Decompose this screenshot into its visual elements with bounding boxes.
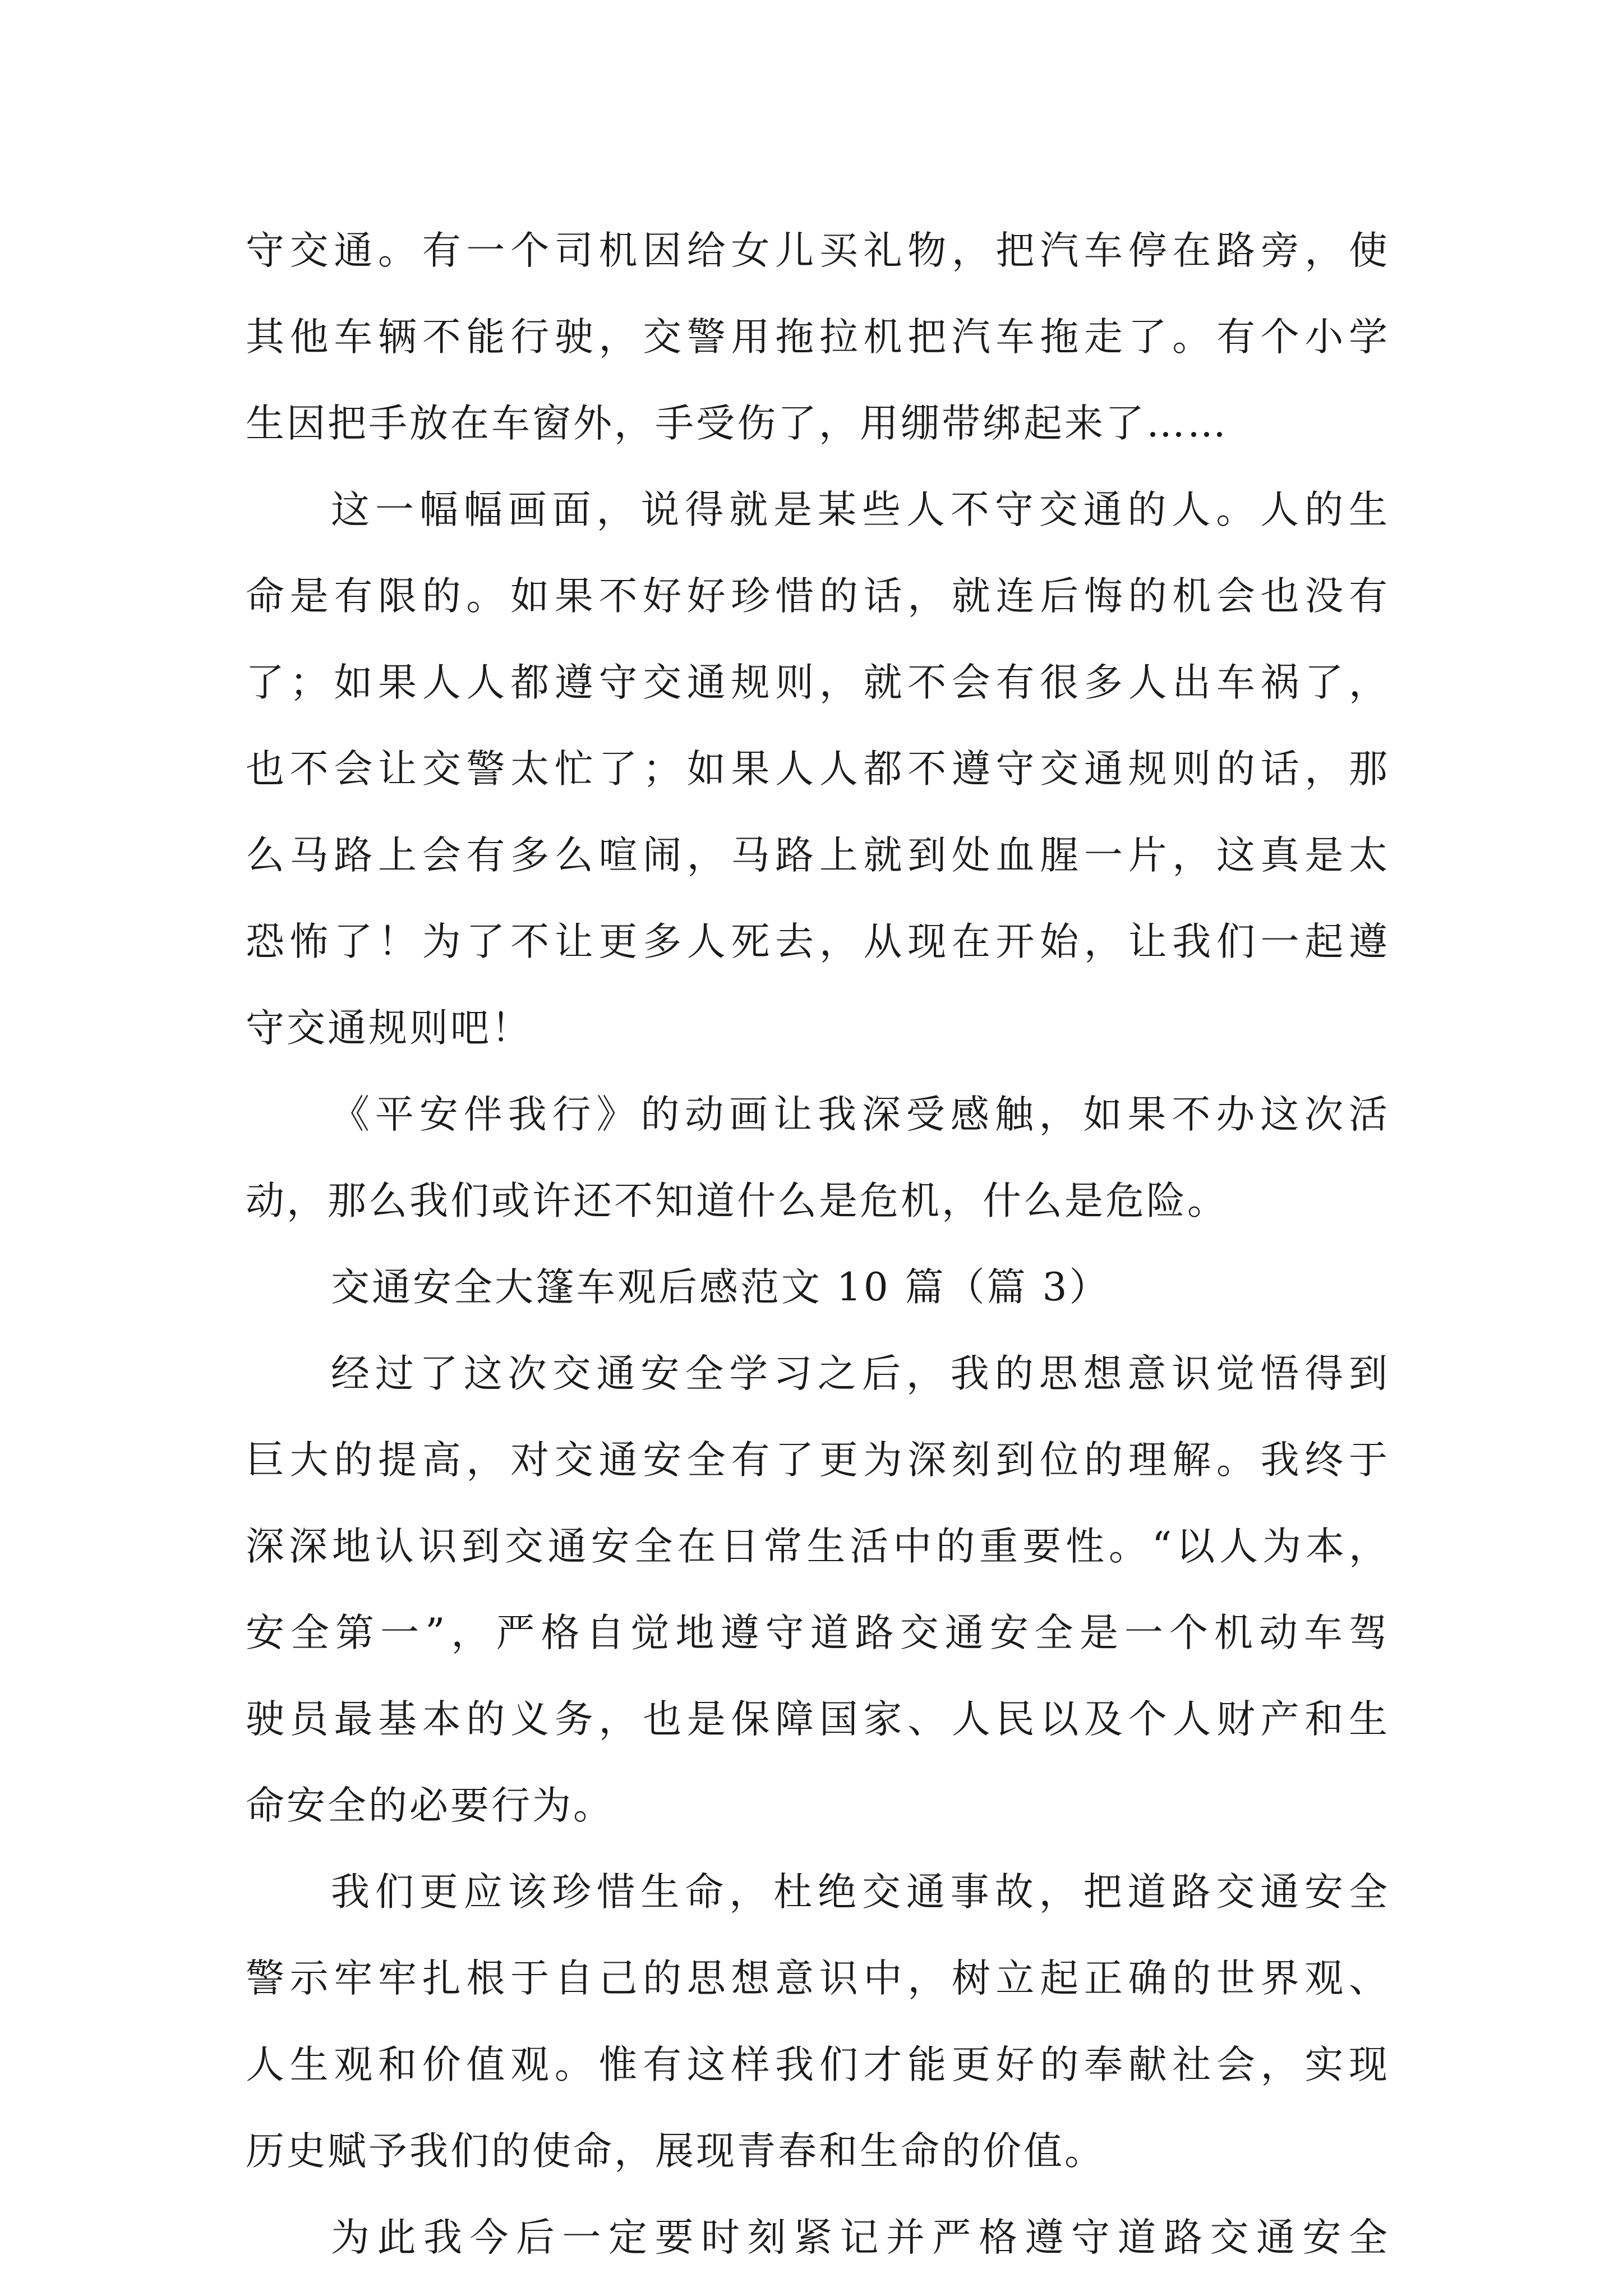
text-line: 人生观和价值观。惟有这样我们才能更好的奉献社会，实现: [246, 2042, 1390, 2087]
text-line: 命安全的必要行为。: [246, 1783, 614, 1828]
text-line: 守交通规则吧！: [246, 1006, 532, 1051]
text-line: 警示牢牢扎根于自己的思想意识中，树立起正确的世界观、: [246, 1956, 1390, 2001]
text-line: 其他车辆不能行驶，交警用拖拉机把汽车拖走了。有个小学: [246, 315, 1390, 360]
text-line: 么马路上会有多么喧闹，马路上就到处血腥一片，这真是太: [246, 833, 1390, 878]
body-text: [246, 208, 1390, 2281]
text-line: 恐怖了！为了不让更多人死去，从现在开始，让我们一起遵: [246, 919, 1390, 964]
text-line: 动，那么我们或许还不知道什么是危机，什么是危险。: [246, 1179, 1228, 1223]
text-line: 命是有限的。如果不好好珍惜的话，就连后悔的机会也没有: [246, 574, 1390, 619]
text-line: 经过了这次交通安全学习之后，我的思想意识觉悟得到: [331, 1351, 1390, 1396]
text-line: 我们更应该珍惜生命，杜绝交通事故，把道路交通安全: [331, 1870, 1390, 1915]
text-line: 生因把手放在车窗外，手受伤了，用绷带绑起来了……: [246, 401, 1228, 446]
text-line: 守交通。有一个司机因给女儿买礼物，把汽车停在路旁，使: [246, 228, 1390, 273]
text-line: 为此我今后一定要时刻紧记并严格遵守道路交通安全: [331, 2215, 1390, 2260]
text-line: 《平安伴我行》的动画让我深受感触，如果不办这次活: [331, 1092, 1390, 1137]
text-line: 深深地认识到交通安全在日常生活中的重要性。“以人为本，: [246, 1524, 1390, 1569]
text-line: 这一幅幅画面，说得就是某些人不守交通的人。人的生: [331, 487, 1390, 532]
text-line: 了；如果人人都遵守交通规则，就不会有很多人出车祸了，: [246, 660, 1390, 705]
section-heading: 交通安全大篷车观后感范文 10 篇（篇 3）: [331, 1265, 1110, 1310]
text-line: 历史赋予我们的使命，展现青春和生命的价值。: [246, 2129, 1105, 2174]
text-line: 巨大的提高，对交通安全有了更为深刻到位的理解。我终于: [246, 1438, 1390, 1483]
text-line: 也不会让交警太忙了；如果人人都不遵守交通规则的话，那: [246, 747, 1390, 792]
text-line: 驶员最基本的义务，也是保障国家、人民以及个人财产和生: [246, 1697, 1390, 1742]
text-line: 安全第一”，严格自觉地遵守道路交通安全是一个机动车驾: [246, 1611, 1390, 1655]
